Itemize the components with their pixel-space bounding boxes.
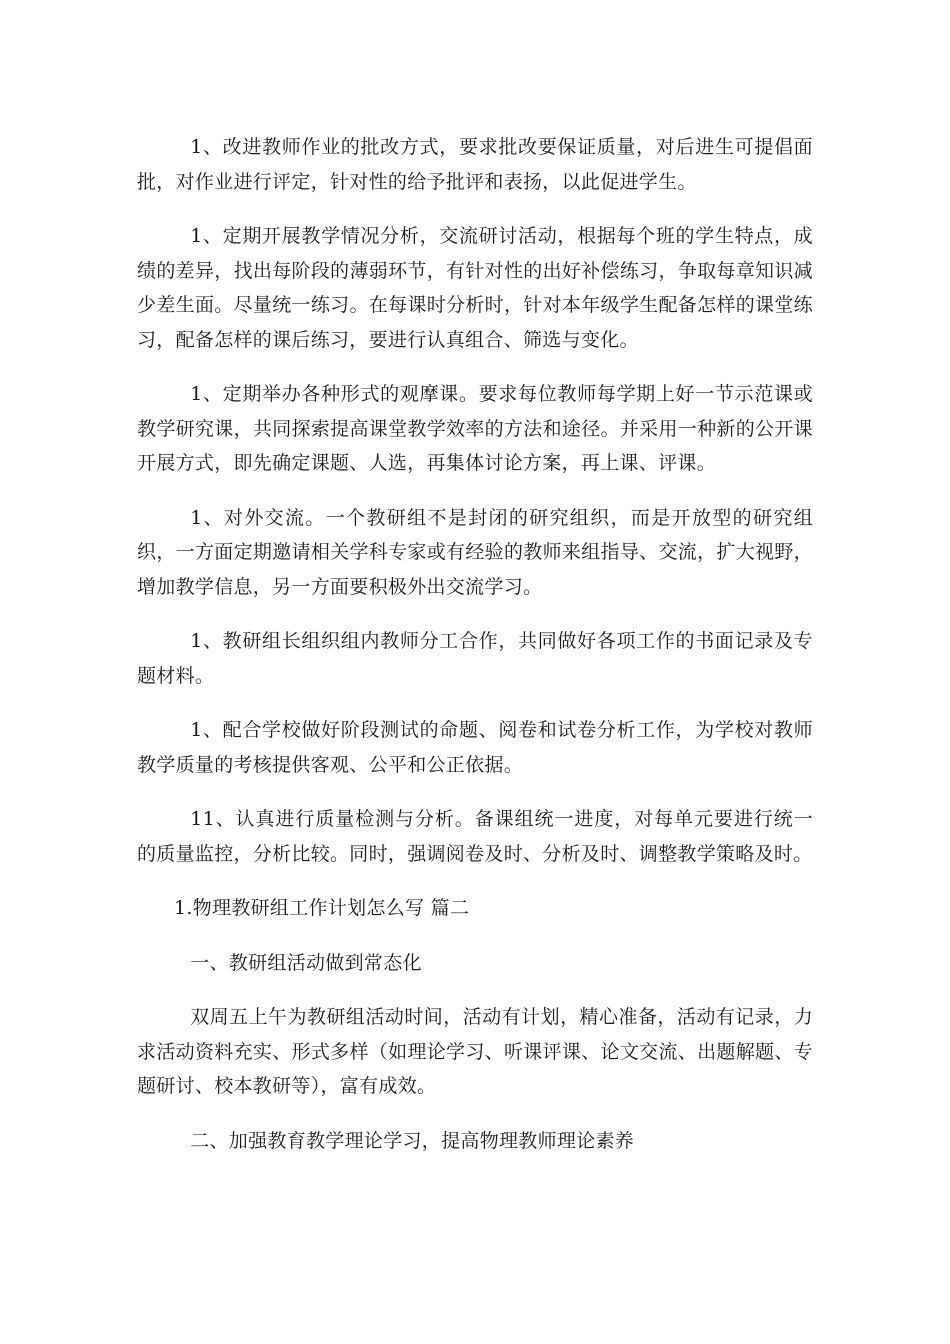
paragraph-observation-class: 1、定期举办各种形式的观摩课。要求每位教师每学期上好一节示范课或教学研究课，共同探索提高课堂教学效率的方法和途径。并采用一种新的公开课开展方式，即先确定课题、人选，再集体讨论方案，再上课、评课。: [137, 383, 813, 474]
paragraph-teaching-analysis: 1、定期开展教学情况分析，交流研讨活动，根据每个班的学生特点，成绩的差异，找出每阶段的薄弱环节，有针对性的出好补偿练习，争取每章知识减少差生面。尽量统一练习。在每课时分析时，针对本年级学生配备怎样的课堂练习，配备怎样的课后练习，要进行认真组合、筛选与变化。: [137, 225, 813, 351]
paragraph-quality-check: 11、认真进行质量检测与分析。备课组统一进度，对每单元要进行统一的质量监控，分析比较。同时，强调阅卷及时、分析及时、调整教学策略及时。: [137, 808, 813, 865]
section-title: 1.物理教研组工作计划怎么写 篇二: [174, 897, 470, 919]
heading-routine-activities: 一、教研组活动做到常态化: [190, 951, 422, 974]
heading-theory-study: 二、加强教育教学理论学习，提高物理教师理论素养: [190, 1129, 635, 1152]
paragraph-stage-testing: 1、配合学校做好阶段测试的命题、阅卷和试卷分析工作，为学校对教师教学质量的考核提供客观、公平和公正依据。: [137, 719, 813, 776]
paragraph-external-exchange: 1、对外交流。一个教研组不是封闭的研究组织，而是开放型的研究组织，一方面定期邀请相关学科专家或有经验的教师来组指导、交流，扩大视野，增加教学信息，另一方面要积极外出交流学习。: [137, 506, 813, 598]
paragraph-division-of-work: 1、教研组长组织组内教师分工合作，共同做好各项工作的书面记录及专题材料。: [137, 630, 813, 687]
paragraph-homework-correction: 1、改进教师作业的批改方式，要求批改要保证质量，对后进生可提倡面批，对作业进行评定，针对性的给予批评和表扬，以此促进学生。: [137, 136, 813, 193]
document-page: [137, 130, 813, 1178]
paragraph-activity-schedule: 双周五上午为教研组活动时间，活动有计划，精心准备，活动有记录，力求活动资料充实、形式多样（如理论学习、听课评课、论文交流、出题解题、专题研讨、校本教研等），富有成效。: [137, 1006, 813, 1097]
